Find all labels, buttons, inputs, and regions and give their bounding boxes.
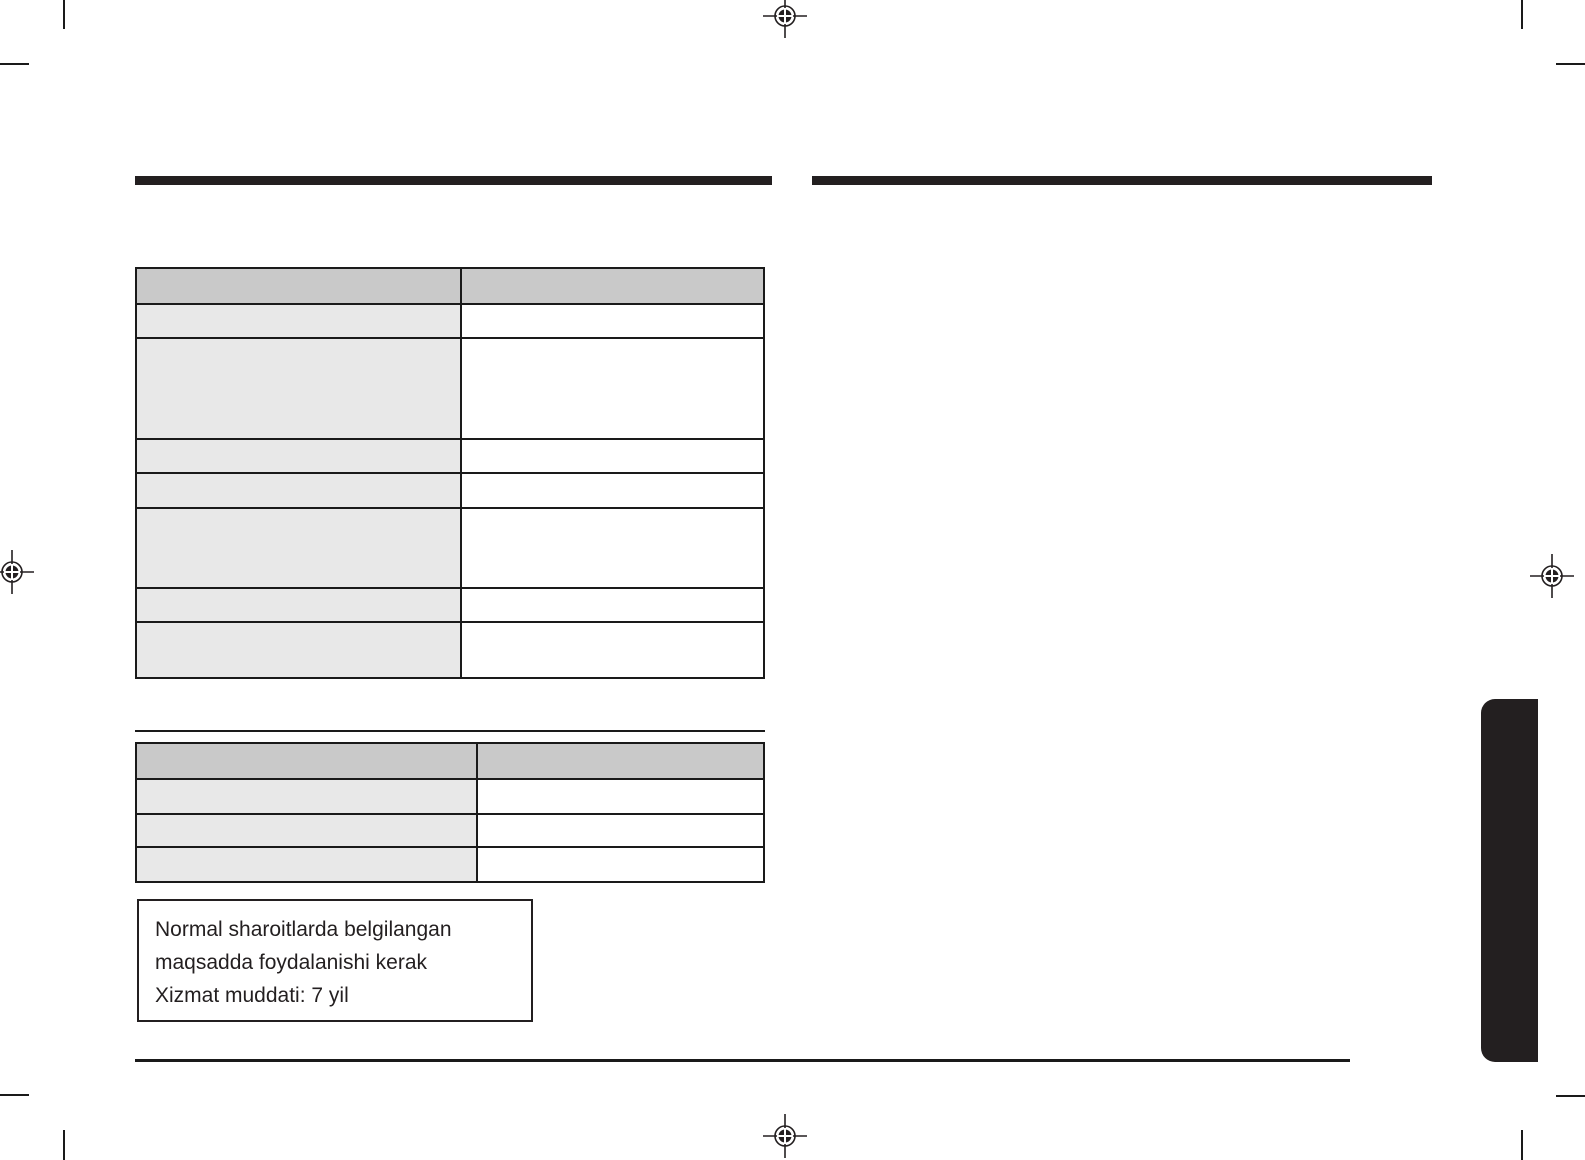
table-header-row xyxy=(137,744,763,778)
registration-mark-icon xyxy=(763,0,807,38)
registration-mark-icon xyxy=(763,1114,807,1158)
table-row xyxy=(137,438,763,472)
crop-mark-bottom-right-vertical xyxy=(1521,1130,1523,1160)
value-cell xyxy=(478,848,763,881)
value-cell xyxy=(462,339,763,438)
table-row xyxy=(137,337,763,438)
header-value-cell xyxy=(462,269,763,303)
value-cell xyxy=(462,623,763,677)
notice-line-1: Normal sharoitlarda belgilangan xyxy=(155,918,452,941)
label-cell xyxy=(137,474,462,507)
label-cell xyxy=(137,305,462,337)
crop-mark-top-right-vertical xyxy=(1521,0,1523,29)
section-header-bar-left xyxy=(135,176,772,185)
table-row xyxy=(137,813,763,846)
header-label-cell xyxy=(137,744,478,778)
table-row xyxy=(137,587,763,621)
table-row xyxy=(137,303,763,337)
label-cell xyxy=(137,440,462,472)
label-cell xyxy=(137,623,462,677)
label-cell xyxy=(137,509,462,587)
footer-rule xyxy=(135,1059,1350,1062)
value-cell xyxy=(462,474,763,507)
warranty-table xyxy=(135,742,765,883)
notice-line-2: maqsadda foydalanishi kerak xyxy=(155,951,427,974)
crop-mark-bottom-left-horizontal xyxy=(0,1094,29,1096)
side-tab xyxy=(1481,699,1538,1062)
value-cell xyxy=(462,509,763,587)
label-cell xyxy=(137,589,462,621)
registration-mark-icon xyxy=(1530,554,1574,598)
label-cell xyxy=(137,848,478,881)
table-row xyxy=(137,472,763,507)
value-cell xyxy=(462,589,763,621)
spec-table xyxy=(135,267,765,679)
notice-line-3: Xizmat muddati: 7 yil xyxy=(155,984,349,1007)
section-header-bar-right xyxy=(812,176,1432,185)
label-cell xyxy=(137,339,462,438)
table-row xyxy=(137,507,763,587)
label-cell xyxy=(137,815,478,846)
table-row xyxy=(137,846,763,881)
table-row xyxy=(137,621,763,677)
divider-rule xyxy=(135,730,765,732)
crop-mark-bottom-left-vertical xyxy=(63,1130,65,1160)
crop-mark-top-left-vertical xyxy=(63,0,65,29)
header-label-cell xyxy=(137,269,462,303)
value-cell xyxy=(462,440,763,472)
label-cell xyxy=(137,780,478,813)
value-cell xyxy=(462,305,763,337)
notice-box xyxy=(137,899,533,1022)
table-header-row xyxy=(137,269,763,303)
table-row xyxy=(137,778,763,813)
value-cell xyxy=(478,780,763,813)
crop-mark-top-right-horizontal xyxy=(1556,63,1585,65)
registration-mark-icon xyxy=(0,550,34,594)
value-cell xyxy=(478,815,763,846)
header-value-cell xyxy=(478,744,763,778)
crop-mark-bottom-right-horizontal xyxy=(1556,1095,1585,1097)
crop-mark-top-left-horizontal xyxy=(0,63,29,65)
